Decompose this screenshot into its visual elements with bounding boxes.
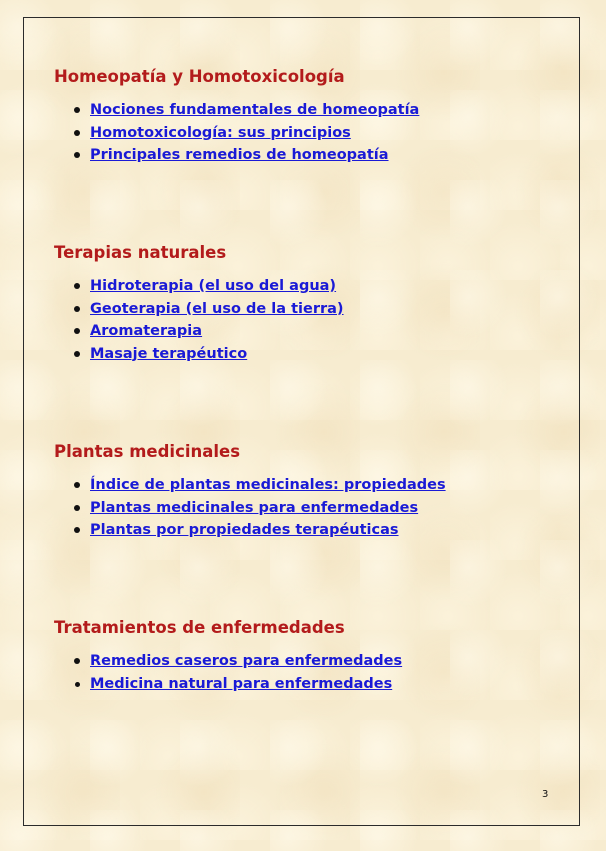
list-item	[54, 99, 419, 122]
section-title: Homeopatía y Homotoxicología	[54, 67, 345, 86]
bullet-icon	[74, 152, 80, 158]
list-item	[54, 320, 344, 343]
bullet-icon	[74, 306, 80, 312]
bullet-icon	[74, 328, 80, 334]
bullet-icon	[74, 130, 80, 136]
section-plantas	[54, 442, 446, 542]
list-item	[54, 474, 446, 497]
bullet-icon	[74, 505, 80, 511]
list-item	[54, 497, 446, 520]
section-terapias	[54, 243, 344, 365]
list-item	[54, 519, 446, 542]
link-plantas-propiedades[interactable]: Plantas por propiedades terapéuticas	[90, 522, 399, 538]
link-nociones-homeopatia[interactable]: Nociones fundamentales de homeopatía	[90, 102, 420, 118]
list-item	[54, 275, 344, 298]
link-homotoxicologia[interactable]: Homotoxicología: sus principios	[90, 124, 351, 141]
link-hidroterapia[interactable]: Hidroterapia (el uso del agua)	[90, 278, 337, 294]
bullet-icon	[74, 351, 80, 357]
link-remedios-caseros[interactable]: Remedios caseros para enfermedades	[90, 653, 403, 669]
list-item	[54, 343, 344, 366]
list-item	[54, 673, 402, 696]
link-list	[54, 650, 402, 695]
link-geoterapia[interactable]: Geoterapia (el uso de la tierra)	[90, 300, 344, 317]
link-list	[54, 275, 344, 365]
bullet-icon	[74, 482, 80, 488]
link-list	[54, 474, 446, 542]
section-title: Plantas medicinales	[54, 442, 241, 461]
list-item	[54, 650, 402, 673]
link-remedios-homeopatia[interactable]: Principales remedios de homeopatía	[90, 147, 389, 163]
page-number: 3	[542, 789, 549, 800]
link-plantas-enfermedades[interactable]: Plantas medicinales para enfermedades	[90, 499, 419, 516]
bullet-icon	[74, 527, 80, 533]
list-item	[54, 122, 419, 145]
link-medicina-natural[interactable]: Medicina natural para enfermedades	[90, 675, 393, 692]
section-tratamientos	[54, 618, 402, 695]
section-title: Terapias naturales	[54, 243, 227, 262]
link-masaje[interactable]: Masaje terapéutico	[90, 345, 248, 362]
section-title: Tratamientos de enfermedades	[54, 618, 345, 637]
bullet-icon	[74, 658, 80, 664]
section-homeopatia	[54, 67, 419, 167]
bullet-icon	[74, 107, 80, 113]
list-item	[54, 298, 344, 321]
bullet-icon	[75, 682, 80, 687]
link-aromaterapia[interactable]: Aromaterapia	[90, 323, 203, 339]
link-indice-plantas[interactable]: Índice de plantas medicinales: propiedades	[90, 477, 446, 493]
list-item	[54, 144, 419, 167]
bullet-icon	[74, 283, 80, 289]
link-list	[54, 99, 419, 167]
